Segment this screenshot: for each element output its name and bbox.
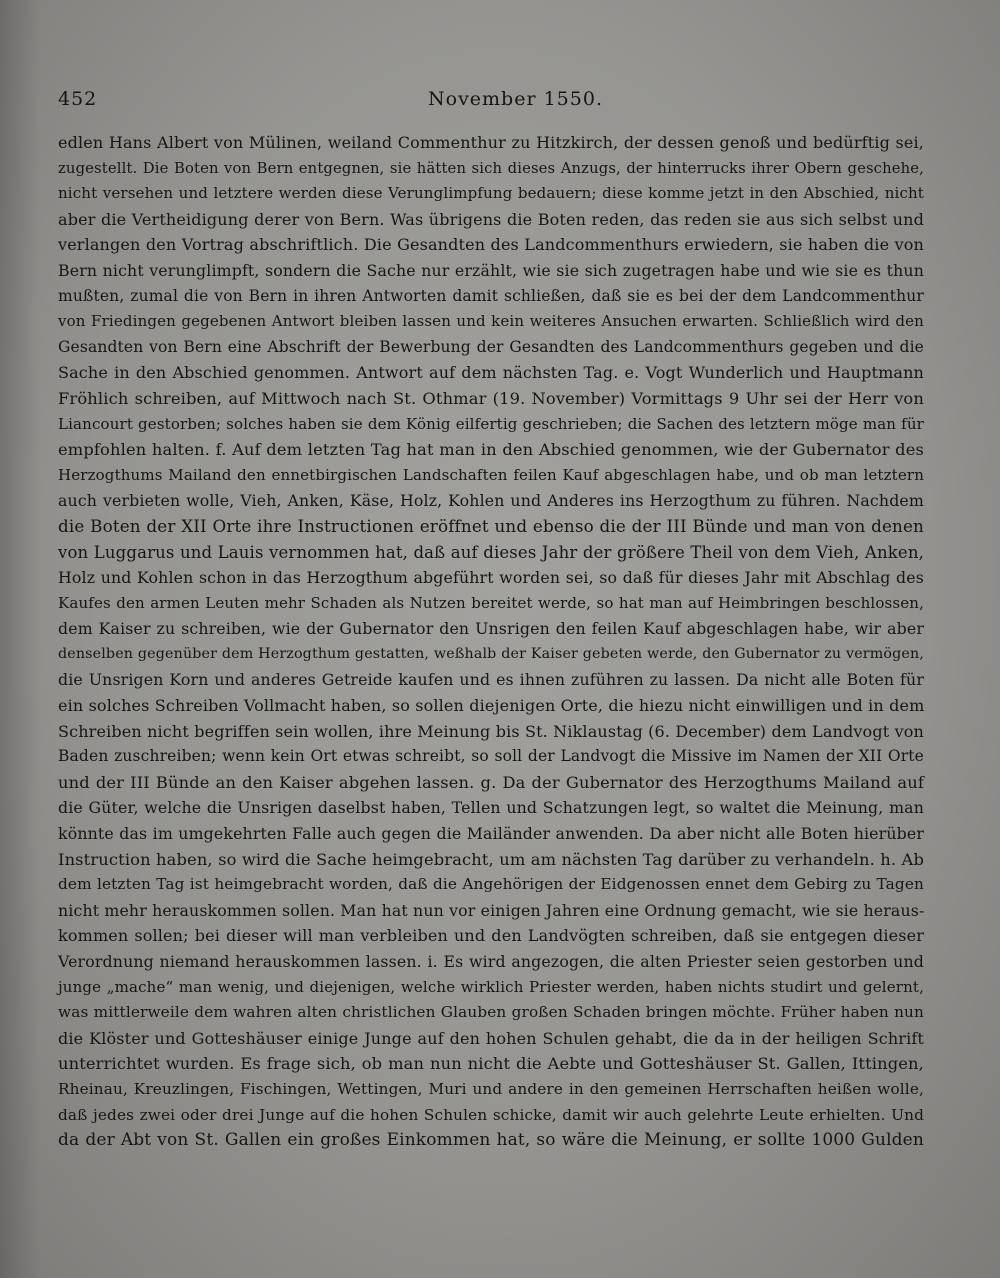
book-page <box>58 88 924 1154</box>
body-text <box>58 130 924 1154</box>
running-head: November 1550. <box>428 88 603 110</box>
text-line: auch verbieten wolle, Vieh, Anken, Käse, Holz, Kohlen und Anderes ins Herzogthum zu führen. Nachdem <box>58 491 924 511</box>
text-line: nicht mehr herauskommen sollen. Man hat nun vor einigen Jahren eine Ordnung gemacht, wie sie heraus- <box>58 900 925 920</box>
text-line: Schreiben nicht begriffen sein wollen, ihre Meinung bis St. Niklaustag (6. December) dem Landvogt von <box>58 721 924 741</box>
text-line: Sache in den Abschied genommen. Antwort auf dem nächsten Tag. e. Vogt Wunderlich und Hauptmann <box>58 363 924 383</box>
text-line: Bern nicht verunglimpft, sondern die Sache nur erzählt, wie sie sich zugetragen habe und wie sie es thun <box>58 260 924 280</box>
text-line: Baden zuschreiben; wenn kein Ort etwas schreibt, so soll der Landvogt die Missive im Namen der XII Orte <box>58 747 924 766</box>
text-line: dem letzten Tag ist heimgebracht worden, daß die Angehörigen der Eidgenossen ennet dem Gebirg zu Tagen <box>58 875 924 894</box>
page-number: 452 <box>58 88 98 110</box>
text-line: zugestellt. Die Boten von Bern entgegnen, sie hätten sich dieses Anzugs, der hinterrucks ihrer Obern geschehe, <box>58 159 924 177</box>
text-line: die Unsrigen Korn und anderes Getreide kaufen und es ihnen zuführen zu lassen. Da nicht alle Boten für <box>58 670 924 690</box>
text-line: empfohlen halten. f. Auf dem letzten Tag hat man in den Abschied genommen, wie der Gubernator des <box>58 440 924 460</box>
text-line: die Boten der XII Orte ihre Instructionen eröffnet und ebenso die der III Bünde und man von denen <box>58 515 924 536</box>
text-line: da der Abt von St. Gallen ein großes Einkommen hat, so wäre die Meinung, er sollte 1000 Gulden <box>58 1130 924 1151</box>
text-line: Kaufes den armen Leuten mehr Schaden als Nutzen bereitet werde, so hat man auf Heimbringen beschlossen, <box>58 593 924 612</box>
text-line: ein solches Schreiben Vollmacht haben, so sollen diejenigen Orte, die hiezu nicht einwilligen und in dem <box>58 696 925 716</box>
text-line: Gesandten von Bern eine Abschrift der Bewerbung der Gesandten des Landcommenthurs gegeben und die <box>58 337 924 356</box>
text-line: junge „mache“ man wenig, und diejenigen, welche wirklich Priester werden, haben nichts studirt und gelernt, <box>58 977 924 996</box>
text-line: was mittlerweile dem wahren alten christlichen Glauben großen Schaden bringen möchte. Früher haben nun <box>58 1003 924 1022</box>
text-line: Verordnung niemand herauskommen lassen. i. Es wird angezogen, die alten Priester seien gestorben und <box>58 952 924 971</box>
text-line: die Klöster und Gotteshäuser einige Junge auf den hohen Schulen gehabt, die da in der heiligen Schrift <box>58 1028 924 1048</box>
text-line: unterrichtet wurden. Es frage sich, ob man nun nicht die Aebte und Gotteshäuser St. Gallen, Ittingen, <box>58 1054 924 1074</box>
text-line: Fröhlich schreiben, auf Mittwoch nach St. Othmar (19. November) Vormittags 9 Uhr sei der Herr von <box>58 388 924 408</box>
text-line: nicht versehen und letztere werden diese Verunglimpfung bedauern; diese komme jetzt in den Abschied, nicht <box>58 184 924 203</box>
text-line: Herzogthums Mailand den ennetbirgischen Landschaften feilen Kauf abgeschlagen habe, und ob man letztern <box>58 465 924 484</box>
text-line: denselben gegenüber dem Herzogthum gestatten, weßhalb der Kaiser gebeten werde, den Gubernator zu vermögen, <box>58 645 924 662</box>
text-line: verlangen den Vortrag abschriftlich. Die Gesandten des Landcommenthurs erwiedern, sie haben die von <box>58 235 924 255</box>
text-line: Instruction haben, so wird die Sache heimgebracht, um am nächsten Tag darüber zu verhandeln. h. Ab <box>58 849 924 869</box>
text-line: daß jedes zwei oder drei Junge auf die hohen Schulen schicke, damit wir auch gelehrte Leute erhielten. Und <box>58 1105 924 1124</box>
text-line: Rheinau, Kreuzlingen, Fischingen, Wettingen, Muri und andere in den gemeinen Herrschaften heißen wolle, <box>58 1079 924 1098</box>
spine-shadow <box>0 0 40 1278</box>
text-line: edlen Hans Albert von Mülinen, weiland Commenthur zu Hitzkirch, der dessen genoß und bedürftig sei, <box>58 133 924 152</box>
text-line: und der III Bünde an den Kaiser abgehen lassen. g. Da der Gubernator des Herzogthums Mailand auf <box>58 772 924 792</box>
text-line: kommen sollen; bei dieser will man verbleiben und den Landvögten schreiben, daß sie entgegen dieser <box>58 926 924 946</box>
text-line: von Friedingen gegebenen Antwort bleiben lassen und kein weiteres Ansuchen erwarten. Schließlich wird den <box>58 312 924 331</box>
text-line: Liancourt gestorben; solches haben sie dem König eilfertig geschrieben; die Sachen des letztern möge man für <box>58 414 924 433</box>
text-line: von Luggarus und Lauis vernommen hat, daß auf dieses Jahr der größere Theil von dem Vieh, Anken, <box>58 542 924 562</box>
text-line: die Güter, welche die Unsrigen daselbst haben, Tellen und Schatzungen legt, so waltet die Meinung, man <box>58 798 924 818</box>
text-line: mußten, zumal die von Bern in ihren Antworten damit schließen, daß sie es bei der dem Landcommenthur <box>58 286 924 305</box>
text-line: aber die Vertheidigung derer von Bern. Was übrigens die Boten reden, das reden sie aus sich selbst und <box>58 209 924 229</box>
page-header <box>58 88 924 128</box>
text-line: könnte das im umgekehrten Falle auch gegen die Mailänder anwenden. Da aber nicht alle Boten hierüber <box>58 824 924 844</box>
text-line: dem Kaiser zu schreiben, wie der Gubernator den Unsrigen den feilen Kauf abgeschlagen habe, wir aber <box>58 619 924 639</box>
text-line: Holz und Kohlen schon in das Herzogthum abgeführt worden sei, so daß für dieses Jahr mit Abschlag des <box>58 568 924 588</box>
